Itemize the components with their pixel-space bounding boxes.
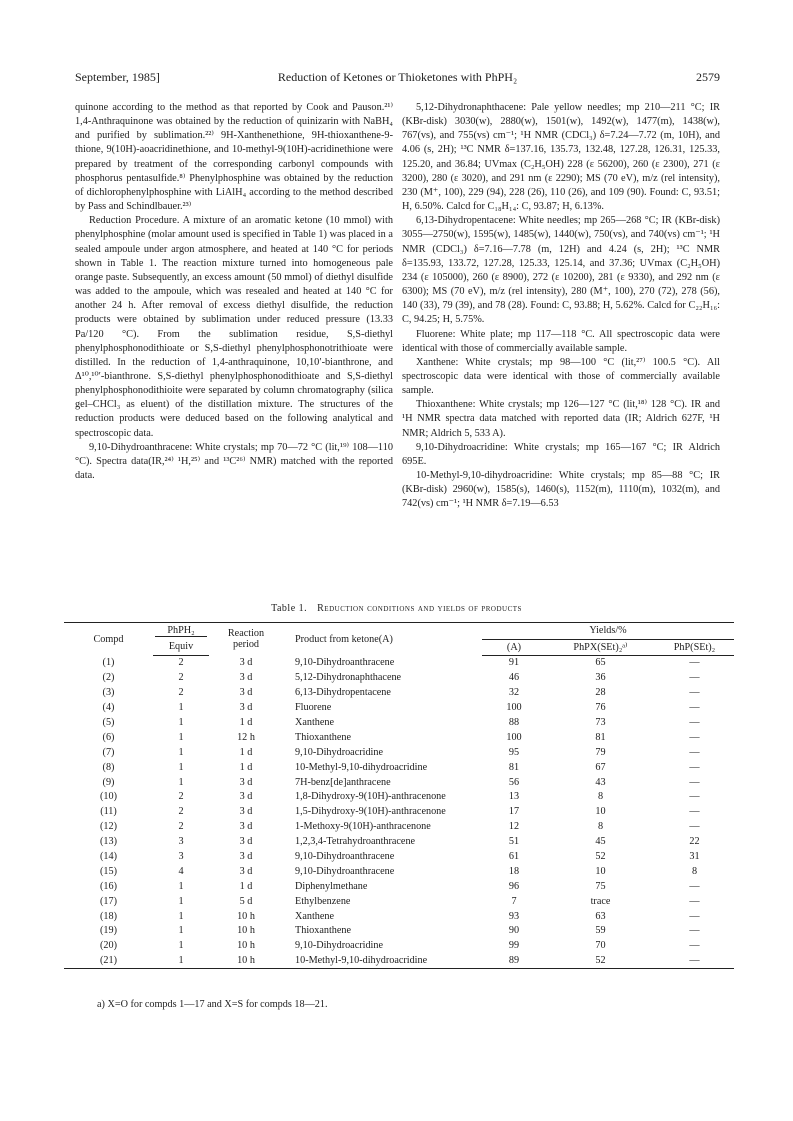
period-cell: 10 h: [237, 940, 255, 952]
equiv-cell: 1: [178, 925, 184, 937]
yield-php-cell: —: [655, 953, 734, 968]
table-row: [64, 834, 734, 849]
equiv-cell: 3: [178, 851, 184, 863]
table-row: [64, 938, 734, 953]
yield-php-cell: —: [689, 910, 700, 922]
yield-a-cell: 100: [506, 702, 522, 714]
yield-a-cell: 18: [508, 865, 520, 877]
table-row: [64, 730, 734, 745]
product-cell: 10-Methyl-9,10-dihydroacridine: [295, 761, 428, 773]
yield-php-cell: —: [689, 672, 700, 684]
table-row: [64, 879, 734, 894]
period-cell: 1 d: [239, 880, 253, 892]
compd-cell: (11): [100, 806, 117, 818]
yield-php-cell: —: [689, 895, 700, 907]
paragraph: 9,10-Dihydroanthracene: White crystals; mp 70—72 °C (lit,¹⁹⁾ 108—110 °C). Spectra data(IR,²⁴⁾ ¹H,²⁵⁾ and ¹³C²⁶⁾ NMR) matched with the reported data.: [75, 441, 393, 482]
yield-a-cell: 32: [508, 687, 520, 699]
product-cell: 7H-benz[de]anthracene: [295, 776, 391, 788]
period-cell: 3 d: [239, 851, 253, 863]
product-cell: 1,8-Dihydroxy-9(10H)-anthracenone: [295, 791, 446, 803]
compd-cell: (9): [102, 776, 115, 788]
equiv-cell: 1: [178, 910, 184, 922]
table-row: [64, 819, 734, 834]
table-row: [64, 953, 734, 968]
equiv-cell: 2: [178, 657, 184, 669]
period-cell: 5 d: [239, 895, 253, 907]
equiv-cell: 2: [178, 687, 184, 699]
table-footnote: a) X=O for compds 1—17 and X=S for compds 18—21.: [97, 999, 328, 1010]
yield-php-cell: —: [689, 880, 700, 892]
left-column: [75, 101, 393, 483]
compd-cell: (21): [64, 953, 153, 968]
yield-a-cell: 95: [508, 746, 520, 758]
product-cell: 1,2,3,4-Tetrahydroanthracene: [295, 836, 416, 848]
yield-phpx-cell: 36: [595, 672, 606, 684]
equiv-cell: 2: [178, 821, 184, 833]
yield-php-cell: 22: [689, 836, 700, 848]
compd-cell: (15): [100, 865, 117, 877]
product-cell: 1-Methoxy-9(10H)-anthracenone: [295, 821, 431, 833]
compd-cell: (19): [100, 925, 117, 937]
product-cell: 9,10-Dihydroacridine: [295, 940, 383, 952]
compd-cell: (2): [102, 672, 115, 684]
period-cell: 3 d: [239, 687, 253, 699]
equiv-cell: 3: [178, 836, 184, 848]
yield-phpx-cell: 76: [595, 702, 606, 714]
table-row: [64, 685, 734, 700]
yield-phpx-cell: trace: [590, 895, 611, 907]
paragraph: Reduction Procedure. A mixture of an aromatic ketone (10 mmol) with phenylphosphine (molar amount used is specified in Table 1) was placed in a sealed ampoule under argon atmosphere, and heated at 140 °C for periods shown in Table 1. The reaction mixture turned into homogeneous pale orange paste. Subsequently, an excess amount (50 mmol) of diethyl disulfide was added to the ampoule, which was resealed and heated at 140 °C for another 24 h. After removal of excess diethyl disulfide, the reduction products were obtained by sublimation under reduced pressure (13.33 Pa/120 °C). From the sublimation residue, S,S-diethyl phenylphosphonodithioate or S,S-diethyl phenylphosphonotrithioate were distilled. In the reduction of 1,4-anthraquinone, 10,10′-bianthrone, and Δ¹⁰,¹⁰′-bianthrone. S,S-diethyl phenylphosphonodithioate and S,S-diethyl phenylphosphonodithioite were separated by column chromatography (silica gel–CHCl₃ as eluent) of the distillation mixture. The structures of the reduction products were deduced based on the following analytical and spectroscopic data.: [75, 215, 393, 439]
header-yield-a: (A): [482, 639, 546, 655]
equiv-cell: 1: [178, 717, 184, 728]
product-cell: Thioxanthene: [295, 731, 352, 743]
equiv-cell: 1: [153, 953, 209, 968]
yield-php-cell: —: [689, 657, 700, 669]
product-cell: 9,10-Dihydroanthracene: [295, 865, 395, 877]
paragraph: quinone according to the method as that reported by Cook and Pauson.²¹⁾ 1,4-Anthraquinone was obtained by the reduction of quinizarin with NaBH₄ and purified by sublimation.²²⁾ 9H-Xanthenethione, 9H-thioxanthene-9-thione, 9(10H)-aoacridinethione, and 10-methyl-9(10H)-acridinethione were prepared by treatment of the corresponding carbonyl compounds with phosphorus pentasulfide.⁸⁾ Phenylphosphine was obtained by the reduction of dichlorophenylphosphine with LiAlH₄ according to the method described by Pass and Schindlbauer.²³⁾: [75, 102, 393, 213]
header-yields: Yields/%: [482, 623, 734, 640]
yield-php-cell: —: [689, 761, 700, 773]
period-cell: 3 d: [239, 776, 253, 788]
results-table-wrapper: [64, 622, 734, 969]
equiv-cell: 2: [178, 672, 184, 684]
compd-cell: (7): [102, 746, 115, 758]
yield-php-cell: —: [689, 821, 700, 833]
header-yield-phpx: PhPX(SEt)₂ᵃ⁾: [546, 639, 655, 655]
product-cell: 6,13-Dihydropentacene: [295, 687, 391, 699]
table-row: [64, 849, 734, 864]
compd-cell: (1): [102, 657, 115, 669]
table-row: [64, 745, 734, 760]
yield-phpx-cell: 67: [595, 761, 606, 773]
paragraph: 6,13-Dihydropentacene: White needles; mp 265—268 °C; IR (KBr-disk) 3055—2750(w), 1595(w), 1485(w), 1440(w), 750(vs), and 740(vs) cm⁻¹; ¹H NMR (CDCl₃) δ=7.16—7.78 (m, 12H) and 4.24 (s, 2H); ¹³C NMR δ=135.93, 133.72, 127.28, 125.33, 125.14, and 37.36; UVmax (C₂H₅OH) 234 (ε 105000), 260 (ε 8900), 272 (ε 10200), 281 (ε 9330), and 292 nm (ε 6300); MS (70 eV), m/z (rel intensity), 280 (M⁺, 100), 270 (72), 278 (56), 140 (33), 79 (39), and 78 (28). Found: C, 93.88; H, 5.62%. Calcd for C₂₂H₁₆: C, 94.25; H, 5.75%.: [402, 215, 720, 326]
period-cell: 3 d: [239, 806, 253, 818]
yield-phpx-cell: 52: [546, 953, 655, 968]
period-cell: 3 d: [239, 865, 253, 877]
yield-a-cell: 7: [511, 895, 517, 907]
equiv-cell: 2: [178, 806, 184, 818]
period-cell: 3 d: [239, 821, 253, 833]
running-head: [75, 70, 720, 88]
table-row: [64, 790, 734, 805]
table-row: [64, 670, 734, 685]
yield-phpx-cell: 10: [595, 806, 606, 818]
table-label: Table 1.: [271, 603, 308, 614]
yield-phpx-cell: 28: [595, 687, 606, 699]
product-cell: Fluorene: [295, 702, 332, 714]
compd-cell: (20): [100, 940, 117, 952]
yield-phpx-cell: 79: [595, 746, 606, 758]
compd-cell: (12): [100, 821, 117, 833]
paragraph: 10-Methyl-9,10-dihydroacridine: White crystals; mp 85—88 °C; IR (KBr-disk) 2960(w), 1585(s), 1460(s), 1152(m), 1110(m), 1032(m), and 742(vs) cm⁻¹; ¹H NMR δ=7.19—6.53: [402, 470, 720, 510]
compd-cell: (14): [100, 851, 117, 863]
period-cell: 3 d: [239, 791, 253, 803]
table-row: [64, 700, 734, 715]
yield-php-cell: —: [689, 717, 700, 728]
equiv-cell: 1: [178, 895, 184, 907]
table-row: [64, 894, 734, 909]
table-body: [64, 655, 734, 969]
period-cell: 3 d: [239, 702, 253, 714]
paragraph: Fluorene: White plate; mp 117—118 °C. All spectroscopic data were identical with those of commercially available sample.: [402, 328, 720, 354]
results-table: [64, 622, 734, 969]
product-cell: Thioxanthene: [295, 925, 352, 937]
compd-cell: (18): [100, 910, 117, 922]
yield-a-cell: 96: [508, 880, 520, 892]
compd-cell: (16): [100, 880, 117, 892]
yield-php-cell: —: [689, 940, 700, 952]
period-cell: 1 d: [239, 761, 253, 773]
compd-cell: (5): [102, 717, 115, 728]
yield-php-cell: —: [689, 702, 700, 714]
equiv-cell: 1: [178, 776, 184, 788]
table-row: [64, 924, 734, 939]
paragraph: 5,12-Dihydronaphthacene: Pale yellow needles; mp 210—211 °C; IR (KBr-disk) 3030(w), 2880(w), 1501(w), 1492(w), 1477(m), 1438(w), 767(vs), and 755(vs) cm⁻¹; ¹H NMR (CDCl₃) δ=7.24—7.72 (m, 10H), and 4.06 (s, 2H); ¹³C NMR δ=137.16, 135.73, 132.48, 127.28, 126.31, 125.33, 125.20, and 36.84; UVmax (C₂H₅OH) 228 (ε 56200), 260 (ε 2300), 271 (ε 3200), 280 (ε 3020), and 291 nm (ε 2290); MS (70 eV), m/z (rel intensity), 230 (M⁺, 100), 229 (94), 228 (26), 110 (26), and 109 (90). Found: C, 93.51; H, 6.50%. Calcd for C₁₈H₁₄: C, 93.87; H, 6.13%.: [402, 102, 720, 213]
compd-cell: (17): [100, 895, 117, 907]
table-row: [64, 655, 734, 670]
yield-phpx-cell: 43: [595, 776, 606, 788]
compd-cell: (13): [100, 836, 117, 848]
yield-php-cell: —: [689, 687, 700, 699]
period-cell: 1 d: [239, 717, 253, 728]
product-cell: Diphenylmethane: [295, 880, 368, 892]
compd-cell: (6): [102, 731, 115, 743]
yield-a-cell: 13: [508, 791, 520, 803]
yield-phpx-cell: 59: [595, 925, 606, 937]
yield-a-cell: 56: [508, 776, 520, 788]
product-cell: 10-Methyl-9,10-dihydroacridine: [283, 953, 482, 968]
yield-php-cell: —: [689, 791, 700, 803]
paragraph: Thioxanthene: White crystals; mp 126—127 °C (lit,¹⁸⁾ 128 °C). IR and ¹H NMR spectra data matched with reported data (IR; Aldrich 627F, ¹H NMR; Aldrich 5, 533 A).: [402, 399, 720, 439]
yield-phpx-cell: 63: [595, 910, 606, 922]
yield-a-cell: 89: [482, 953, 546, 968]
yield-a-cell: 93: [508, 910, 520, 922]
period-cell: 10 h: [209, 953, 283, 968]
table-row: [64, 760, 734, 775]
page-number: 2579: [696, 70, 720, 84]
product-cell: 5,12-Dihydronaphthacene: [295, 672, 402, 684]
product-cell: 9,10-Dihydroanthracene: [295, 851, 395, 863]
product-cell: Xanthene: [295, 717, 335, 728]
yield-php-cell: —: [689, 806, 700, 818]
yield-php-cell: —: [689, 746, 700, 758]
product-cell: 9,10-Dihydroanthracene: [295, 657, 395, 669]
yield-phpx-cell: 81: [595, 731, 606, 743]
product-cell: Ethylbenzene: [295, 895, 351, 907]
header-equiv: Equiv: [153, 639, 209, 655]
period-cell: 12 h: [237, 731, 255, 743]
yield-a-cell: 90: [508, 925, 520, 937]
yield-a-cell: 100: [506, 731, 522, 743]
equiv-cell: 4: [178, 865, 184, 877]
period-cell: 3 d: [239, 672, 253, 684]
compd-cell: (8): [102, 761, 115, 773]
header-compd: Compd: [64, 623, 153, 656]
period-cell: 10 h: [237, 910, 255, 922]
paragraph: 9,10-Dihydroacridine: White crystals; mp 165—167 °C; IR Aldrich 695E.: [402, 441, 720, 467]
yield-a-cell: 61: [508, 851, 520, 863]
product-cell: 9,10-Dihydroacridine: [295, 746, 383, 758]
header-reaction-period: Reaction period: [209, 623, 283, 656]
yield-php-cell: —: [689, 925, 700, 937]
table-row: [64, 775, 734, 790]
yield-php-cell: —: [689, 731, 700, 743]
yield-a-cell: 12: [508, 821, 520, 833]
yield-a-cell: 91: [508, 657, 520, 669]
compd-cell: (3): [102, 687, 115, 699]
yield-phpx-cell: 75: [595, 880, 606, 892]
header-yield-php: PhP(SEt)₂: [655, 639, 734, 655]
yield-a-cell: 46: [508, 672, 520, 684]
paragraph: Xanthene: White crystals; mp 98—100 °C (lit,²⁷⁾ 100.5 °C). All spectroscopic data were identical with those of commercially available sample.: [402, 356, 720, 397]
yield-phpx-cell: 73: [595, 717, 606, 728]
compd-cell: (4): [102, 702, 115, 714]
compd-cell: (10): [100, 791, 117, 803]
issue-date: September, 1985]: [75, 70, 160, 84]
yield-a-cell: 88: [508, 717, 520, 728]
table-title: Reduction conditions and yields of products: [317, 603, 522, 614]
header-product: Product from ketone(A): [283, 623, 482, 656]
table-row: [64, 864, 734, 879]
yield-php-cell: 31: [689, 851, 700, 863]
yield-phpx-cell: 45: [595, 836, 606, 848]
table-row: [64, 804, 734, 819]
yield-phpx-cell: 65: [595, 657, 606, 669]
period-cell: 1 d: [239, 746, 253, 758]
product-cell: Xanthene: [295, 910, 335, 922]
yield-phpx-cell: 70: [595, 940, 606, 952]
equiv-cell: 1: [178, 940, 184, 952]
header-phph2: PhPH₂: [153, 623, 209, 640]
equiv-cell: 1: [178, 761, 184, 773]
period-cell: 3 d: [239, 657, 253, 669]
equiv-cell: 1: [178, 731, 184, 743]
table-row: [64, 909, 734, 924]
yield-phpx-cell: 8: [597, 821, 604, 833]
yield-phpx-cell: 8: [597, 791, 604, 803]
product-cell: 1,5-Dihydroxy-9(10H)-anthracenone: [295, 806, 446, 818]
table-row: [64, 715, 734, 730]
yield-a-cell: 17: [508, 806, 520, 818]
equiv-cell: 1: [178, 702, 184, 714]
period-cell: 10 h: [237, 925, 255, 937]
equiv-cell: 1: [178, 880, 184, 892]
yield-a-cell: 51: [508, 836, 520, 848]
equiv-cell: 2: [178, 791, 184, 803]
yield-a-cell: 81: [508, 761, 520, 773]
table-caption: [0, 603, 793, 614]
equiv-cell: 1: [178, 746, 184, 758]
running-title: Reduction of Ketones or Thioketones with PhPH₂: [277, 70, 518, 84]
yield-php-cell: 8: [691, 865, 698, 877]
yield-phpx-cell: 10: [595, 865, 606, 877]
yield-php-cell: —: [689, 776, 700, 788]
yield-a-cell: 99: [508, 940, 520, 952]
yield-phpx-cell: 52: [595, 851, 606, 863]
right-column: [402, 101, 720, 512]
period-cell: 3 d: [239, 836, 253, 848]
